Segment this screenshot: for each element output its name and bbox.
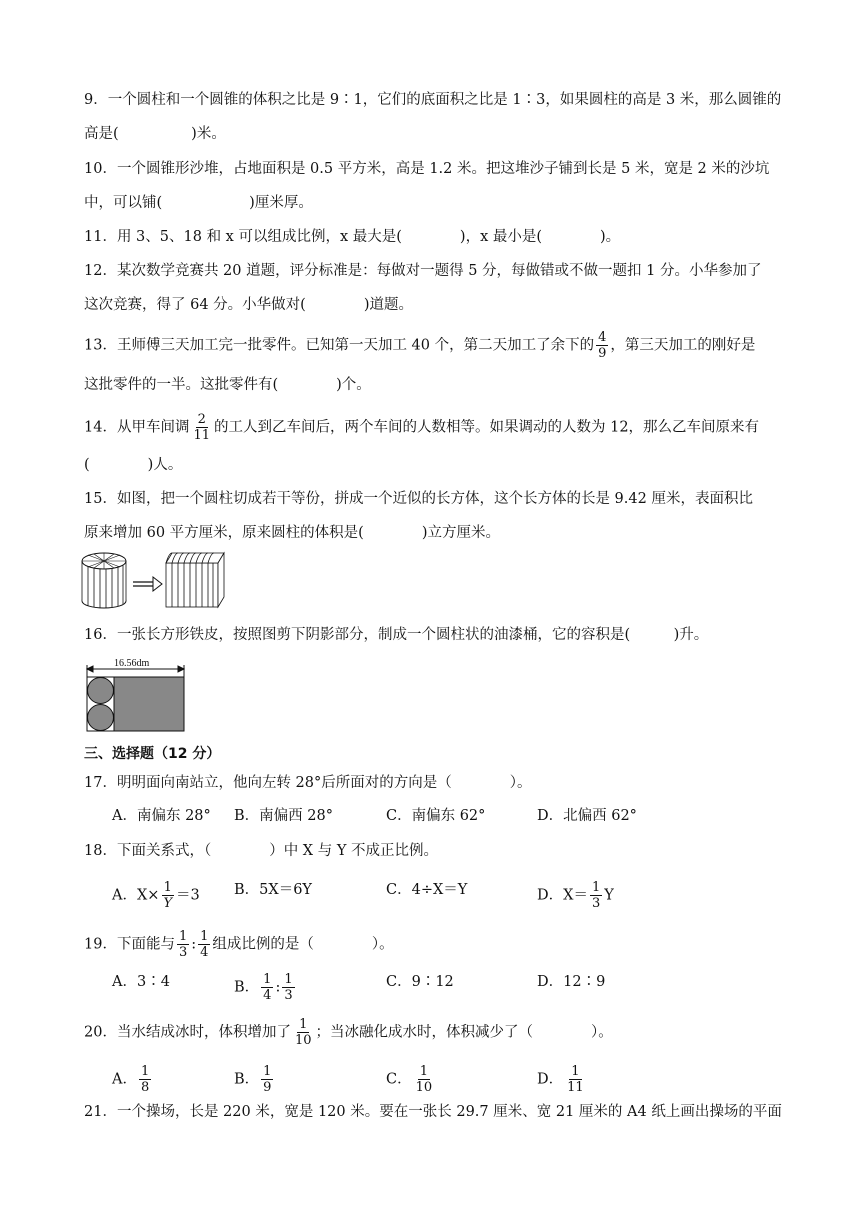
q20-c-fraction xyxy=(414,1064,435,1095)
q16-dimension-label: 16.56dm xyxy=(114,658,150,669)
q13-text-b: ，第三天加工的刚好是 xyxy=(610,337,756,354)
q19-option-d[interactable]: D．12∶9 xyxy=(537,974,606,990)
q9-line2: 高是( )米。 xyxy=(84,126,226,142)
q19-frac-2 xyxy=(198,929,210,960)
q19-frac-1 xyxy=(177,929,189,960)
q19-option-a[interactable]: A．3∶4 xyxy=(112,974,170,990)
q19-b2-num: 1 xyxy=(284,972,293,987)
q18-d-post: Y xyxy=(604,887,614,904)
q20-fraction xyxy=(293,1017,314,1048)
q10-line2: 中，可以铺( )厘米厚。 xyxy=(84,195,313,211)
section-heading: 三、选择题（12 分） xyxy=(84,746,221,762)
q20-b-label: B． xyxy=(234,1071,260,1088)
q13-fraction xyxy=(596,330,608,361)
q18-d-pre: D．X＝ xyxy=(537,887,588,904)
q19-f1-den: 3 xyxy=(178,945,188,960)
q13-text-a: 13．王师傅三天加工完一批零件。已知第一天加工 40 个，第二天加工了余下的 xyxy=(84,337,595,354)
cuboid-shape xyxy=(166,553,224,607)
q17-option-b[interactable]: B．南偏西 28° xyxy=(234,808,333,824)
q19-stem-post: 组成比例的是（ ）。 xyxy=(212,936,394,953)
q17-stem: 17．明明面向南站立，他向左转 28°后所面对的方向是（ ）。 xyxy=(84,775,532,791)
q16-line1: 16．一张长方形铁皮，按照图剪下阴影部分，制成一个圆柱状的油漆桶，它的容积是( )升。 xyxy=(84,627,709,643)
q20-option-a[interactable] xyxy=(112,1064,153,1095)
q20-d-label: D． xyxy=(537,1071,564,1088)
q17-option-c[interactable]: C．南偏东 62° xyxy=(386,808,486,824)
q19-b-colon: : xyxy=(275,979,281,996)
q20-a-num: 1 xyxy=(140,1064,150,1079)
q20-stem-pre: 20．当水结成冰时，体积增加了 xyxy=(84,1024,291,1041)
q20-c-den: 10 xyxy=(415,1080,433,1095)
q19-f1-num: 1 xyxy=(178,929,188,944)
q20-frac-den: 10 xyxy=(294,1033,312,1048)
q20-d-den: 11 xyxy=(567,1080,584,1095)
q20-c-label: C． xyxy=(386,1071,412,1088)
q15-cylinder-figure xyxy=(80,549,225,611)
q12-line1: 12．某次数学竞赛共 20 道题，评分标准是：每做对一题得 5 分，每做错或不做一题扣 1 分。小华参加了 xyxy=(84,263,762,279)
cylinder-shape xyxy=(82,553,126,608)
q20-c-num: 1 xyxy=(419,1064,429,1079)
q18-a-den: Y xyxy=(163,896,173,911)
q16-sheet-figure xyxy=(84,655,190,735)
shaded-rectangle xyxy=(114,677,184,731)
q19-option-b[interactable] xyxy=(234,972,297,1003)
q20-option-d[interactable] xyxy=(537,1064,588,1095)
q18-a-pre: A．X× xyxy=(112,887,160,904)
q19-b1-den: 4 xyxy=(263,988,272,1003)
q19-stem-pre: 19．下面能与 xyxy=(84,936,175,953)
q13-frac-num: 4 xyxy=(598,330,607,345)
q13-line2: 这批零件的一半。这批零件有( )个。 xyxy=(84,377,371,393)
q15-line1: 15．如图，把一个圆柱切成若干等份，拼成一个近似的长方体，这个长方体的长是 9.42 厘米，表面积比 xyxy=(84,491,753,507)
q18-a-num: 1 xyxy=(163,880,172,895)
q19-stem xyxy=(84,929,394,960)
q20-b-fraction xyxy=(261,1064,273,1095)
q14-text-b: 的工人到乙车间后，两个车间的人数相等。如果调动的人数为 12，那么乙车间原来有 xyxy=(214,419,760,436)
q9-line1: 9．一个圆柱和一个圆锥的体积之比是 9∶1，它们的底面积之比是 1∶3，如果圆柱的高是 3 米，那么圆锥的 xyxy=(84,92,782,108)
q20-option-c[interactable] xyxy=(386,1064,436,1095)
q14-line1 xyxy=(84,412,759,443)
q11-line1: 11．用 3、5、18 和 x 可以组成比例，x 最大是( )，x 最小是( )。 xyxy=(84,229,621,245)
q19-b-frac-1 xyxy=(261,972,273,1003)
q19-b-pre: B． xyxy=(234,979,260,996)
q19-f2-num: 1 xyxy=(200,929,209,944)
q20-stem xyxy=(84,1017,613,1048)
q17-option-d[interactable]: D．北偏西 62° xyxy=(537,808,637,824)
q20-b-den: 9 xyxy=(263,1080,272,1095)
q20-d-num: 1 xyxy=(571,1064,580,1079)
q18-option-b[interactable]: B．5X＝6Y xyxy=(234,882,313,898)
q20-stem-post: ；当冰融化成水时，体积减少了（ ）。 xyxy=(315,1024,613,1041)
q20-d-fraction xyxy=(565,1064,586,1095)
q18-d-den: 3 xyxy=(591,896,601,911)
q12-line2: 这次竞赛，得了 64 分。小华做对( )道题。 xyxy=(84,297,413,313)
q19-colon: : xyxy=(191,936,197,953)
q20-frac-num: 1 xyxy=(299,1017,308,1032)
q18-option-a[interactable] xyxy=(112,880,200,911)
q18-a-fraction xyxy=(161,880,174,911)
q17-option-a[interactable]: A．南偏东 28° xyxy=(112,808,211,824)
q18-d-fraction xyxy=(590,880,602,911)
q10-line1: 10．一个圆锥形沙堆，占地面积是 0.5 平方米，高是 1.2 米。把这堆沙子铺到长是 5 米，宽是 2 米的沙坑 xyxy=(84,161,770,177)
q20-b-num: 1 xyxy=(263,1064,272,1079)
q18-d-num: 1 xyxy=(591,880,601,895)
q20-a-den: 8 xyxy=(140,1080,150,1095)
q21-line1: 21．一个操场，长是 220 米，宽是 120 米。要在一张长 29.7 厘米、宽 21 厘米的 A4 纸上画出操场的平面 xyxy=(84,1104,782,1120)
shaded-circle-bottom xyxy=(88,705,114,731)
q19-f2-den: 4 xyxy=(200,945,209,960)
q13-frac-den: 9 xyxy=(598,346,607,361)
q14-text-a: 14．从甲车间调 xyxy=(84,419,190,436)
q20-option-b[interactable] xyxy=(234,1064,275,1095)
q15-line2: 原来增加 60 平方厘米，原来圆柱的体积是( )立方厘米。 xyxy=(84,525,500,541)
q18-a-post: ＝3 xyxy=(176,887,200,904)
q14-fraction xyxy=(191,412,212,443)
q13-line1 xyxy=(84,330,755,361)
q14-frac-den: 11 xyxy=(193,428,210,443)
q19-b2-den: 3 xyxy=(284,988,293,1003)
q20-a-label: A． xyxy=(112,1071,137,1088)
shaded-circle-top xyxy=(88,678,114,704)
q19-b1-num: 1 xyxy=(263,972,272,987)
q14-line2: ( )人。 xyxy=(84,457,183,473)
q19-option-c[interactable]: C．9∶12 xyxy=(386,974,454,990)
arrow-icon xyxy=(133,577,162,591)
q19-b-frac-2 xyxy=(282,972,294,1003)
q14-frac-num: 2 xyxy=(197,412,206,427)
q18-option-c[interactable]: C．4÷X＝Y xyxy=(386,882,468,898)
q18-option-d[interactable] xyxy=(537,880,614,911)
q20-a-fraction xyxy=(139,1064,151,1095)
q18-stem: 18．下面关系式，（ ）中 X 与 Y 不成正比例。 xyxy=(84,843,439,859)
